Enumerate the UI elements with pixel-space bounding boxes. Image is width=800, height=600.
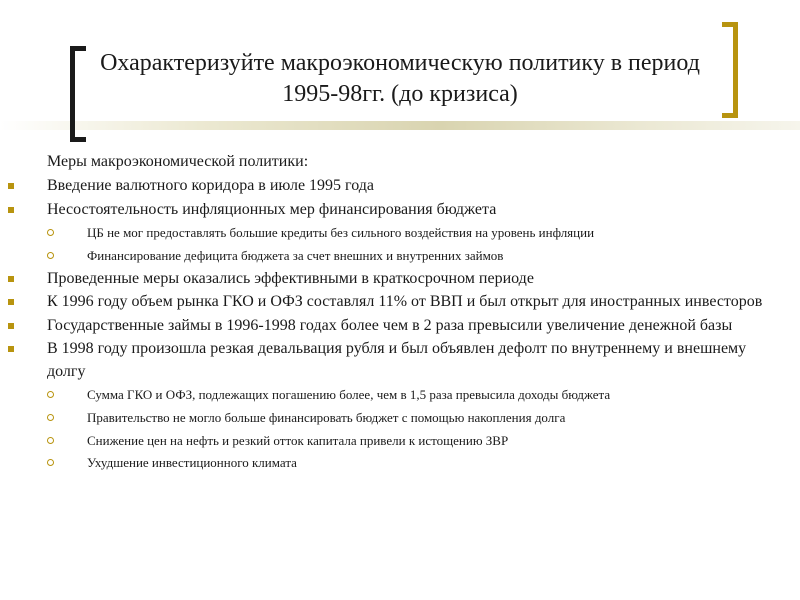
sub-bullet-text: Сумма ГКО и ОФЗ, подлежащих погашению более, чем в 1,5 раза превысила доходы бюджета: [87, 387, 611, 403]
circle-bullet-icon: [47, 229, 54, 236]
bullet-item: [0, 175, 800, 198]
bullet-item: [0, 315, 800, 338]
circle-bullet-icon: [47, 252, 54, 259]
decorative-band: [0, 121, 800, 130]
intro-text: Меры макроэкономической политики:: [47, 153, 309, 170]
bullet-text: Государственные займы в 1996-1998 годах более чем в 2 раза превысили увеличение денежной базы: [47, 316, 733, 334]
right-bracket-decoration: [722, 22, 738, 118]
bullet-item: [0, 268, 800, 291]
bullet-text: К 1996 году объем рынка ГКО и ОФЗ составлял 11% от ВВП и был открыт для иностранных инвесторов: [47, 293, 763, 311]
sub-bullet-item: [0, 245, 800, 268]
sub-bullet-text: Финансирование дефицита бюджета за счет внешних и внутренних займов: [87, 247, 504, 263]
sub-bullet-item: [0, 407, 800, 430]
circle-bullet-icon: [47, 437, 54, 444]
circle-bullet-icon: [47, 459, 54, 466]
square-bullet-icon: [8, 183, 14, 189]
sub-bullet-item: [0, 452, 800, 475]
sub-bullet-text: Правительство не могло больше финансировать бюджет с помощью накопления долга: [87, 409, 566, 425]
sub-bullet-text: ЦБ не мог предоставлять большие кредиты без сильного воздействия на уровень инфляции: [87, 225, 595, 240]
bullet-item: [0, 291, 800, 314]
square-bullet-icon: [8, 207, 14, 213]
slide-title: Охарактеризуйте макроэкономическую политику в период 1995-98гг. (до кризиса): [100, 50, 700, 107]
sub-bullet-text: Ухудшение инвестиционного климата: [87, 455, 297, 471]
square-bullet-icon: [8, 299, 14, 305]
circle-bullet-icon: [47, 414, 54, 421]
sub-bullet-text: Снижение цен на нефть и резкий отток капитала привели к истощению ЗВР: [87, 432, 509, 448]
square-bullet-icon: [8, 323, 14, 329]
bullet-item: [0, 338, 800, 383]
square-bullet-icon: [8, 346, 14, 352]
sub-bullet-item: [0, 384, 800, 407]
bullet-text: Несостоятельность инфляционных мер финансирования бюджета: [47, 200, 497, 218]
left-bracket-decoration: [70, 46, 86, 142]
bullet-text: Введение валютного коридора в июле 1995 года: [47, 177, 374, 194]
circle-bullet-icon: [47, 391, 54, 398]
bullet-item: [0, 199, 800, 222]
square-bullet-icon: [8, 276, 14, 282]
sub-bullet-item: [0, 430, 800, 453]
bullet-text: Проведенные меры оказались эффективными в краткосрочном периоде: [47, 269, 534, 287]
sub-bullet-item: [0, 222, 800, 245]
slide-content: [0, 151, 800, 475]
bullet-text: В 1998 году произошла резкая девальвация рубля и был объявлен дефолт по внутреннему и внешнему долгу: [47, 340, 747, 380]
